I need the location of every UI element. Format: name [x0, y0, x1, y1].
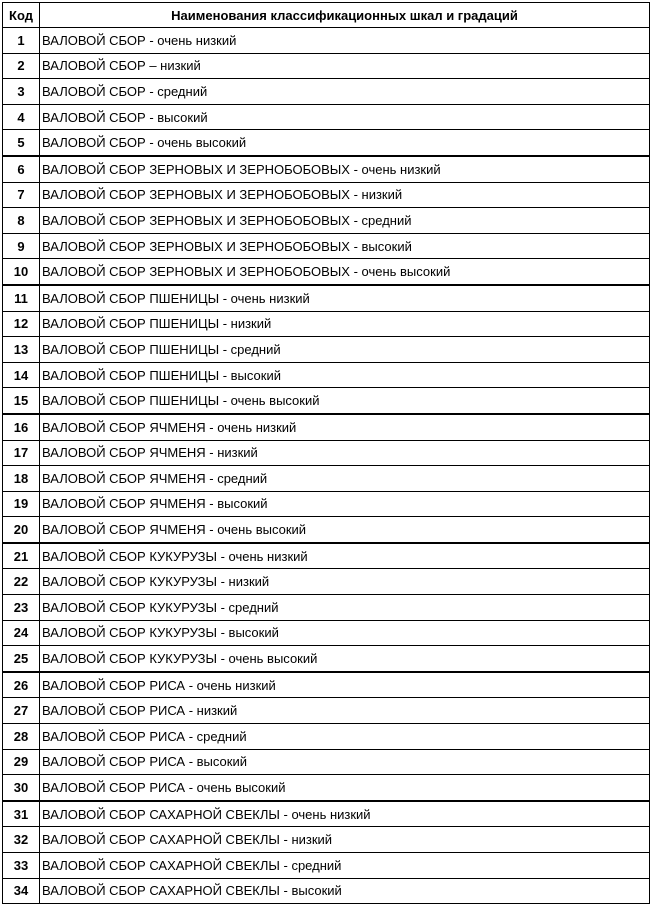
row-code: 5: [3, 130, 40, 156]
table-row: [3, 801, 650, 827]
row-code: 20: [3, 517, 40, 543]
row-code: 8: [3, 208, 40, 234]
row-code: 22: [3, 569, 40, 595]
table-row: [3, 672, 650, 698]
row-code: 30: [3, 775, 40, 801]
row-name: ВАЛОВОЙ СБОР ПШЕНИЦЫ - очень высокий: [40, 388, 650, 414]
table-row: [3, 156, 650, 182]
row-code: 27: [3, 698, 40, 724]
row-code: 34: [3, 878, 40, 904]
table-row: [3, 466, 650, 492]
table-row: [3, 853, 650, 879]
table-row: [3, 79, 650, 105]
row-code: 1: [3, 28, 40, 54]
row-code: 3: [3, 79, 40, 105]
table-row: [3, 827, 650, 853]
table-row: [3, 569, 650, 595]
row-code: 21: [3, 543, 40, 569]
row-code: 4: [3, 104, 40, 130]
row-name: ВАЛОВОЙ СБОР ПШЕНИЦЫ - низкий: [40, 311, 650, 337]
row-name: ВАЛОВОЙ СБОР КУКУРУЗЫ - очень низкий: [40, 543, 650, 569]
table-row: [3, 440, 650, 466]
row-code: 12: [3, 311, 40, 337]
row-code: 7: [3, 182, 40, 208]
row-name: ВАЛОВОЙ СБОР ЯЧМЕНЯ - средний: [40, 466, 650, 492]
table-row: [3, 130, 650, 156]
row-name: ВАЛОВОЙ СБОР САХАРНОЙ СВЕКЛЫ - средний: [40, 853, 650, 879]
row-name: ВАЛОВОЙ СБОР - очень высокий: [40, 130, 650, 156]
row-code: 28: [3, 724, 40, 750]
row-code: 31: [3, 801, 40, 827]
row-name: ВАЛОВОЙ СБОР КУКУРУЗЫ - средний: [40, 595, 650, 621]
row-code: 26: [3, 672, 40, 698]
row-name: ВАЛОВОЙ СБОР ЯЧМЕНЯ - низкий: [40, 440, 650, 466]
row-code: 14: [3, 362, 40, 388]
row-name: ВАЛОВОЙ СБОР КУКУРУЗЫ - высокий: [40, 620, 650, 646]
row-code: 25: [3, 646, 40, 672]
table-row: [3, 646, 650, 672]
row-code: 32: [3, 827, 40, 853]
table-row: [3, 414, 650, 440]
classification-table: [2, 2, 650, 904]
table-row: [3, 775, 650, 801]
row-code: 15: [3, 388, 40, 414]
table-row: [3, 749, 650, 775]
table-row: [3, 878, 650, 904]
row-name: ВАЛОВОЙ СБОР САХАРНОЙ СВЕКЛЫ - очень низкий: [40, 801, 650, 827]
table-row: [3, 233, 650, 259]
row-name: ВАЛОВОЙ СБОР РИСА - очень высокий: [40, 775, 650, 801]
table-row: [3, 517, 650, 543]
table-row: [3, 388, 650, 414]
row-name: ВАЛОВОЙ СБОР ЯЧМЕНЯ - высокий: [40, 491, 650, 517]
table-row: [3, 491, 650, 517]
row-code: 9: [3, 233, 40, 259]
row-name: ВАЛОВОЙ СБОР ЗЕРНОВЫХ И ЗЕРНОБОБОВЫХ - очень низкий: [40, 156, 650, 182]
row-code: 19: [3, 491, 40, 517]
table-row: [3, 285, 650, 311]
row-code: 29: [3, 749, 40, 775]
row-code: 16: [3, 414, 40, 440]
header-name: Наименования классификационных шкал и градаций: [40, 3, 650, 28]
table-row: [3, 259, 650, 285]
row-name: ВАЛОВОЙ СБОР ЯЧМЕНЯ - очень низкий: [40, 414, 650, 440]
table-body: [3, 28, 650, 904]
row-name: ВАЛОВОЙ СБОР - очень низкий: [40, 28, 650, 54]
row-code: 17: [3, 440, 40, 466]
row-name: ВАЛОВОЙ СБОР КУКУРУЗЫ - низкий: [40, 569, 650, 595]
table-row: [3, 53, 650, 79]
row-code: 23: [3, 595, 40, 621]
table-row: [3, 182, 650, 208]
table-row: [3, 104, 650, 130]
row-code: 10: [3, 259, 40, 285]
row-name: ВАЛОВОЙ СБОР ПШЕНИЦЫ - очень низкий: [40, 285, 650, 311]
table-row: [3, 698, 650, 724]
table-row: [3, 620, 650, 646]
row-code: 13: [3, 337, 40, 363]
row-name: ВАЛОВОЙ СБОР ПШЕНИЦЫ - высокий: [40, 362, 650, 388]
table-row: [3, 311, 650, 337]
table-row: [3, 362, 650, 388]
row-code: 18: [3, 466, 40, 492]
table-row: [3, 208, 650, 234]
table-row: [3, 28, 650, 54]
row-name: ВАЛОВОЙ СБОР ЗЕРНОВЫХ И ЗЕРНОБОБОВЫХ - очень высокий: [40, 259, 650, 285]
table-row: [3, 543, 650, 569]
row-name: ВАЛОВОЙ СБОР РИСА - низкий: [40, 698, 650, 724]
row-name: ВАЛОВОЙ СБОР САХАРНОЙ СВЕКЛЫ - низкий: [40, 827, 650, 853]
table-row: [3, 595, 650, 621]
row-code: 6: [3, 156, 40, 182]
row-name: ВАЛОВОЙ СБОР ЯЧМЕНЯ - очень высокий: [40, 517, 650, 543]
row-name: ВАЛОВОЙ СБОР ЗЕРНОВЫХ И ЗЕРНОБОБОВЫХ - высокий: [40, 233, 650, 259]
row-name: ВАЛОВОЙ СБОР КУКУРУЗЫ - очень высокий: [40, 646, 650, 672]
row-name: ВАЛОВОЙ СБОР САХАРНОЙ СВЕКЛЫ - высокий: [40, 878, 650, 904]
row-name: ВАЛОВОЙ СБОР РИСА - очень низкий: [40, 672, 650, 698]
header-code: Код: [3, 3, 40, 28]
row-name: ВАЛОВОЙ СБОР РИСА - высокий: [40, 749, 650, 775]
row-code: 2: [3, 53, 40, 79]
row-name: ВАЛОВОЙ СБОР - средний: [40, 79, 650, 105]
row-code: 11: [3, 285, 40, 311]
header-row: [3, 3, 650, 28]
row-name: ВАЛОВОЙ СБОР ЗЕРНОВЫХ И ЗЕРНОБОБОВЫХ - низкий: [40, 182, 650, 208]
row-name: ВАЛОВОЙ СБОР - высокий: [40, 104, 650, 130]
row-code: 33: [3, 853, 40, 879]
table-row: [3, 724, 650, 750]
row-name: ВАЛОВОЙ СБОР ЗЕРНОВЫХ И ЗЕРНОБОБОВЫХ - средний: [40, 208, 650, 234]
row-name: ВАЛОВОЙ СБОР РИСА - средний: [40, 724, 650, 750]
row-name: ВАЛОВОЙ СБОР – низкий: [40, 53, 650, 79]
table-row: [3, 337, 650, 363]
row-name: ВАЛОВОЙ СБОР ПШЕНИЦЫ - средний: [40, 337, 650, 363]
row-code: 24: [3, 620, 40, 646]
